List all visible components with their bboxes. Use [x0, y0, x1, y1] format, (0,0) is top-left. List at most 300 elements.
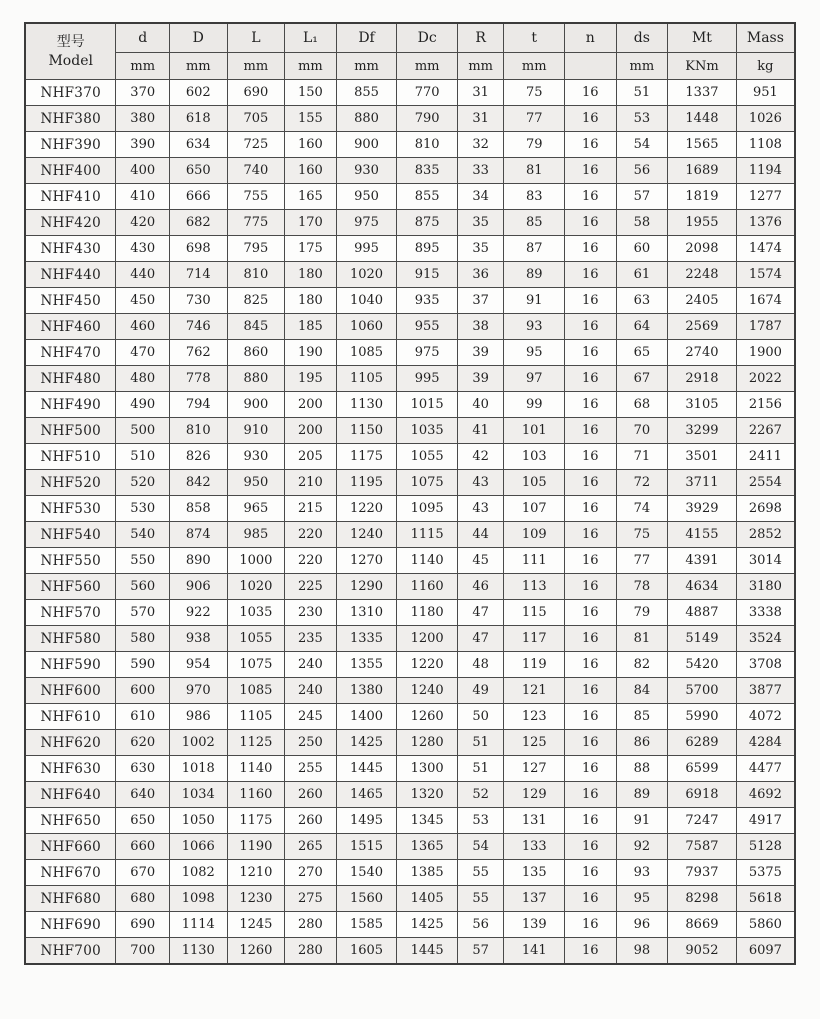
value-cell: 78	[616, 574, 668, 600]
column-header-Mass: Mass	[736, 23, 795, 53]
value-cell: 103	[504, 444, 565, 470]
value-cell: 1098	[169, 886, 227, 912]
value-cell: 170	[285, 210, 337, 236]
value-cell: 1674	[736, 288, 795, 314]
table-row	[25, 704, 795, 730]
column-header-d: d	[116, 23, 170, 53]
model-cell: NHF450	[25, 288, 116, 314]
value-cell: 16	[565, 496, 617, 522]
value-cell: 1125	[227, 730, 285, 756]
value-cell: 16	[565, 184, 617, 210]
value-cell: 240	[285, 652, 337, 678]
table-row	[25, 392, 795, 418]
value-cell: 965	[227, 496, 285, 522]
model-cell: NHF380	[25, 106, 116, 132]
value-cell: 410	[116, 184, 170, 210]
value-cell: 215	[285, 496, 337, 522]
value-cell: 260	[285, 782, 337, 808]
value-cell: 1495	[336, 808, 397, 834]
value-cell: 1515	[336, 834, 397, 860]
value-cell: 490	[116, 392, 170, 418]
value-cell: 135	[504, 860, 565, 886]
table-row	[25, 262, 795, 288]
value-cell: 109	[504, 522, 565, 548]
value-cell: 634	[169, 132, 227, 158]
value-cell: 1300	[397, 756, 458, 782]
column-header-n: n	[565, 23, 617, 53]
value-cell: 81	[504, 158, 565, 184]
model-header-en: Model	[48, 52, 93, 69]
value-cell: 2411	[736, 444, 795, 470]
value-cell: 6289	[668, 730, 737, 756]
unit-header-D: mm	[169, 53, 227, 80]
table-row	[25, 522, 795, 548]
column-header-Mt: Mt	[668, 23, 737, 53]
value-cell: 1565	[668, 132, 737, 158]
value-cell: 93	[616, 860, 668, 886]
unit-header-ds: mm	[616, 53, 668, 80]
value-cell: 610	[116, 704, 170, 730]
value-cell: 275	[285, 886, 337, 912]
value-cell: 83	[504, 184, 565, 210]
value-cell: 150	[285, 80, 337, 106]
value-cell: 3708	[736, 652, 795, 678]
value-cell: 35	[457, 236, 503, 262]
value-cell: 2740	[668, 340, 737, 366]
value-cell: 1290	[336, 574, 397, 600]
value-cell: 87	[504, 236, 565, 262]
value-cell: 630	[116, 756, 170, 782]
value-cell: 95	[616, 886, 668, 912]
value-cell: 698	[169, 236, 227, 262]
value-cell: 121	[504, 678, 565, 704]
value-cell: 16	[565, 626, 617, 652]
value-cell: 45	[457, 548, 503, 574]
value-cell: 580	[116, 626, 170, 652]
table-row	[25, 548, 795, 574]
value-cell: 54	[457, 834, 503, 860]
model-cell: NHF680	[25, 886, 116, 912]
table-row	[25, 314, 795, 340]
value-cell: 60	[616, 236, 668, 262]
value-cell: 855	[336, 80, 397, 106]
value-cell: 9052	[668, 938, 737, 965]
value-cell: 855	[397, 184, 458, 210]
value-cell: 390	[116, 132, 170, 158]
value-cell: 930	[227, 444, 285, 470]
value-cell: 1060	[336, 314, 397, 340]
value-cell: 31	[457, 106, 503, 132]
model-cell: NHF700	[25, 938, 116, 965]
table-row	[25, 574, 795, 600]
value-cell: 4391	[668, 548, 737, 574]
table-row	[25, 886, 795, 912]
model-cell: NHF470	[25, 340, 116, 366]
value-cell: 3501	[668, 444, 737, 470]
value-cell: 975	[336, 210, 397, 236]
value-cell: 68	[616, 392, 668, 418]
value-cell: 1075	[397, 470, 458, 496]
value-cell: 620	[116, 730, 170, 756]
value-cell: 48	[457, 652, 503, 678]
value-cell: 1365	[397, 834, 458, 860]
value-cell: 185	[285, 314, 337, 340]
value-cell: 762	[169, 340, 227, 366]
value-cell: 5990	[668, 704, 737, 730]
table-header	[25, 23, 795, 80]
value-cell: 86	[616, 730, 668, 756]
value-cell: 35	[457, 210, 503, 236]
value-cell: 240	[285, 678, 337, 704]
value-cell: 16	[565, 340, 617, 366]
model-header-zh: 型号	[56, 33, 85, 50]
value-cell: 795	[227, 236, 285, 262]
value-cell: 1280	[397, 730, 458, 756]
value-cell: 16	[565, 652, 617, 678]
value-cell: 680	[116, 886, 170, 912]
value-cell: 1240	[336, 522, 397, 548]
value-cell: 245	[285, 704, 337, 730]
model-cell: NHF440	[25, 262, 116, 288]
value-cell: 4072	[736, 704, 795, 730]
value-cell: 129	[504, 782, 565, 808]
value-cell: 1105	[227, 704, 285, 730]
table-row	[25, 288, 795, 314]
value-cell: 1115	[397, 522, 458, 548]
value-cell: 858	[169, 496, 227, 522]
value-cell: 123	[504, 704, 565, 730]
value-cell: 53	[616, 106, 668, 132]
value-cell: 16	[565, 548, 617, 574]
value-cell: 16	[565, 366, 617, 392]
model-cell: NHF490	[25, 392, 116, 418]
value-cell: 1160	[397, 574, 458, 600]
value-cell: 82	[616, 652, 668, 678]
table-body	[25, 80, 795, 965]
model-cell: NHF500	[25, 418, 116, 444]
value-cell: 400	[116, 158, 170, 184]
column-header-L1: L₁	[285, 23, 337, 53]
value-cell: 1002	[169, 730, 227, 756]
value-cell: 3014	[736, 548, 795, 574]
value-cell: 51	[457, 756, 503, 782]
value-cell: 5128	[736, 834, 795, 860]
value-cell: 4284	[736, 730, 795, 756]
model-cell: NHF420	[25, 210, 116, 236]
value-cell: 127	[504, 756, 565, 782]
value-cell: 1195	[336, 470, 397, 496]
model-cell: NHF600	[25, 678, 116, 704]
model-cell: NHF480	[25, 366, 116, 392]
value-cell: 1050	[169, 808, 227, 834]
value-cell: 906	[169, 574, 227, 600]
value-cell: 1355	[336, 652, 397, 678]
unit-header-d: mm	[116, 53, 170, 80]
value-cell: 1385	[397, 860, 458, 886]
model-cell: NHF610	[25, 704, 116, 730]
model-cell: NHF620	[25, 730, 116, 756]
value-cell: 650	[116, 808, 170, 834]
value-cell: 1130	[169, 938, 227, 965]
value-cell: 2852	[736, 522, 795, 548]
value-cell: 57	[457, 938, 503, 965]
model-cell: NHF590	[25, 652, 116, 678]
value-cell: 16	[565, 132, 617, 158]
value-cell: 165	[285, 184, 337, 210]
value-cell: 890	[169, 548, 227, 574]
unit-header-Mass: kg	[736, 53, 795, 80]
value-cell: 93	[504, 314, 565, 340]
value-cell: 640	[116, 782, 170, 808]
value-cell: 16	[565, 600, 617, 626]
value-cell: 58	[616, 210, 668, 236]
value-cell: 4917	[736, 808, 795, 834]
value-cell: 4887	[668, 600, 737, 626]
value-cell: 1020	[336, 262, 397, 288]
value-cell: 55	[457, 886, 503, 912]
value-cell: 16	[565, 678, 617, 704]
table-row	[25, 782, 795, 808]
value-cell: 1114	[169, 912, 227, 938]
model-cell: NHF520	[25, 470, 116, 496]
value-cell: 3180	[736, 574, 795, 600]
header-row-labels	[25, 23, 795, 53]
value-cell: 955	[397, 314, 458, 340]
model-cell: NHF560	[25, 574, 116, 600]
value-cell: 7587	[668, 834, 737, 860]
header-row-units	[25, 53, 795, 80]
value-cell: 111	[504, 548, 565, 574]
value-cell: 810	[227, 262, 285, 288]
value-cell: 1405	[397, 886, 458, 912]
value-cell: 740	[227, 158, 285, 184]
value-cell: 600	[116, 678, 170, 704]
value-cell: 105	[504, 470, 565, 496]
value-cell: 57	[616, 184, 668, 210]
value-cell: 75	[616, 522, 668, 548]
value-cell: 755	[227, 184, 285, 210]
value-cell: 590	[116, 652, 170, 678]
table-row	[25, 132, 795, 158]
value-cell: 53	[457, 808, 503, 834]
value-cell: 16	[565, 106, 617, 132]
value-cell: 560	[116, 574, 170, 600]
value-cell: 91	[504, 288, 565, 314]
value-cell: 67	[616, 366, 668, 392]
value-cell: 1085	[336, 340, 397, 366]
value-cell: 137	[504, 886, 565, 912]
value-cell: 1376	[736, 210, 795, 236]
value-cell: 119	[504, 652, 565, 678]
value-cell: 81	[616, 626, 668, 652]
value-cell: 280	[285, 938, 337, 965]
value-cell: 54	[616, 132, 668, 158]
value-cell: 935	[397, 288, 458, 314]
value-cell: 47	[457, 626, 503, 652]
value-cell: 49	[457, 678, 503, 704]
value-cell: 682	[169, 210, 227, 236]
value-cell: 1787	[736, 314, 795, 340]
value-cell: 16	[565, 262, 617, 288]
value-cell: 1082	[169, 860, 227, 886]
value-cell: 660	[116, 834, 170, 860]
value-cell: 79	[504, 132, 565, 158]
value-cell: 16	[565, 808, 617, 834]
value-cell: 810	[397, 132, 458, 158]
value-cell: 6599	[668, 756, 737, 782]
value-cell: 56	[457, 912, 503, 938]
value-cell: 1095	[397, 496, 458, 522]
value-cell: 44	[457, 522, 503, 548]
value-cell: 1108	[736, 132, 795, 158]
value-cell: 7247	[668, 808, 737, 834]
value-cell: 1160	[227, 782, 285, 808]
value-cell: 91	[616, 808, 668, 834]
value-cell: 34	[457, 184, 503, 210]
value-cell: 810	[169, 418, 227, 444]
value-cell: 52	[457, 782, 503, 808]
value-cell: 2267	[736, 418, 795, 444]
value-cell: 42	[457, 444, 503, 470]
value-cell: 101	[504, 418, 565, 444]
table-row	[25, 80, 795, 106]
value-cell: 790	[397, 106, 458, 132]
column-header-ds: ds	[616, 23, 668, 53]
value-cell: 1075	[227, 652, 285, 678]
value-cell: 1015	[397, 392, 458, 418]
value-cell: 51	[616, 80, 668, 106]
value-cell: 72	[616, 470, 668, 496]
value-cell: 1220	[397, 652, 458, 678]
value-cell: 40	[457, 392, 503, 418]
value-cell: 900	[336, 132, 397, 158]
value-cell: 16	[565, 236, 617, 262]
value-cell: 666	[169, 184, 227, 210]
table-row	[25, 600, 795, 626]
value-cell: 1560	[336, 886, 397, 912]
value-cell: 1689	[668, 158, 737, 184]
value-cell: 690	[227, 80, 285, 106]
value-cell: 160	[285, 132, 337, 158]
value-cell: 915	[397, 262, 458, 288]
value-cell: 845	[227, 314, 285, 340]
value-cell: 16	[565, 912, 617, 938]
value-cell: 41	[457, 418, 503, 444]
value-cell: 33	[457, 158, 503, 184]
value-cell: 1210	[227, 860, 285, 886]
value-cell: 46	[457, 574, 503, 600]
value-cell: 460	[116, 314, 170, 340]
value-cell: 986	[169, 704, 227, 730]
column-header-model	[25, 23, 116, 80]
value-cell: 1180	[397, 600, 458, 626]
value-cell: 650	[169, 158, 227, 184]
value-cell: 37	[457, 288, 503, 314]
column-header-t: t	[504, 23, 565, 53]
value-cell: 39	[457, 366, 503, 392]
value-cell: 235	[285, 626, 337, 652]
value-cell: 1380	[336, 678, 397, 704]
table-row	[25, 340, 795, 366]
value-cell: 1034	[169, 782, 227, 808]
value-cell: 1445	[336, 756, 397, 782]
model-cell: NHF460	[25, 314, 116, 340]
value-cell: 1245	[227, 912, 285, 938]
value-cell: 1445	[397, 938, 458, 965]
value-cell: 6097	[736, 938, 795, 965]
value-cell: 1040	[336, 288, 397, 314]
value-cell: 1220	[336, 496, 397, 522]
value-cell: 32	[457, 132, 503, 158]
value-cell: 280	[285, 912, 337, 938]
value-cell: 874	[169, 522, 227, 548]
value-cell: 1574	[736, 262, 795, 288]
model-cell: NHF370	[25, 80, 116, 106]
value-cell: 2554	[736, 470, 795, 496]
column-header-L: L	[227, 23, 285, 53]
table-row	[25, 496, 795, 522]
value-cell: 225	[285, 574, 337, 600]
value-cell: 420	[116, 210, 170, 236]
value-cell: 910	[227, 418, 285, 444]
value-cell: 826	[169, 444, 227, 470]
value-cell: 440	[116, 262, 170, 288]
value-cell: 880	[227, 366, 285, 392]
value-cell: 975	[397, 340, 458, 366]
value-cell: 1900	[736, 340, 795, 366]
value-cell: 16	[565, 158, 617, 184]
value-cell: 85	[616, 704, 668, 730]
value-cell: 16	[565, 938, 617, 965]
value-cell: 1400	[336, 704, 397, 730]
value-cell: 180	[285, 262, 337, 288]
value-cell: 1345	[397, 808, 458, 834]
table-row	[25, 808, 795, 834]
table-row	[25, 444, 795, 470]
value-cell: 2918	[668, 366, 737, 392]
table-row	[25, 366, 795, 392]
value-cell: 1335	[336, 626, 397, 652]
value-cell: 141	[504, 938, 565, 965]
spec-table	[24, 22, 796, 965]
value-cell: 43	[457, 470, 503, 496]
value-cell: 16	[565, 756, 617, 782]
value-cell: 875	[397, 210, 458, 236]
value-cell: 714	[169, 262, 227, 288]
table-row	[25, 730, 795, 756]
value-cell: 16	[565, 80, 617, 106]
value-cell: 1020	[227, 574, 285, 600]
value-cell: 95	[504, 340, 565, 366]
value-cell: 1085	[227, 678, 285, 704]
value-cell: 92	[616, 834, 668, 860]
model-cell: NHF660	[25, 834, 116, 860]
value-cell: 1260	[397, 704, 458, 730]
model-cell: NHF630	[25, 756, 116, 782]
unit-header-L1: mm	[285, 53, 337, 80]
value-cell: 190	[285, 340, 337, 366]
value-cell: 1240	[397, 678, 458, 704]
model-cell: NHF530	[25, 496, 116, 522]
value-cell: 96	[616, 912, 668, 938]
value-cell: 16	[565, 860, 617, 886]
value-cell: 4692	[736, 782, 795, 808]
value-cell: 16	[565, 210, 617, 236]
value-cell: 2098	[668, 236, 737, 262]
table-row	[25, 626, 795, 652]
value-cell: 690	[116, 912, 170, 938]
unit-header-t: mm	[504, 53, 565, 80]
